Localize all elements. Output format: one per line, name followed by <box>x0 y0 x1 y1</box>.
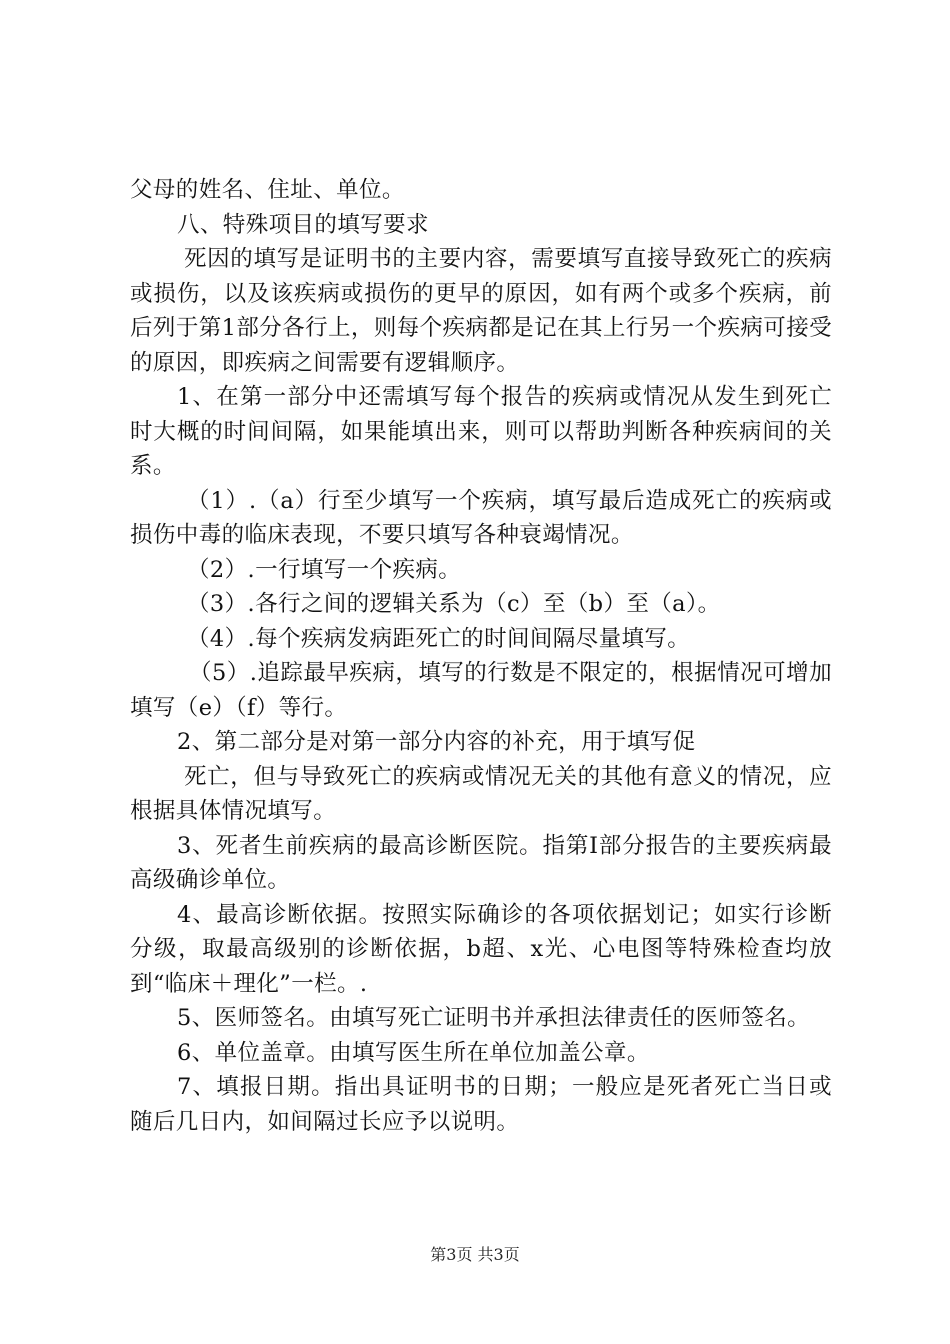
paragraph-item-4: 4、最高诊断依据。按照实际确诊的各项依据划记；如实行诊断分级，取最高级别的诊断依据，b超、x光、心电图等特殊检查均放到“临床＋理化”一栏。. <box>130 901 832 997</box>
list-item-5: （5）.追踪最早疾病，填写的行数是不限定的，根据情况可增加填写（e）（f）等行。 <box>130 660 832 721</box>
paragraph-item-6: 6、单位盖章。由填写医生所在单位加盖公章。 <box>177 1039 650 1066</box>
paragraph-item-2-continued: 死亡，但与导致死亡的疾病或情况无关的其他有意义的情况，应根据具体情况填写。 <box>130 763 832 824</box>
section-heading: 八、特殊项目的填写要求 <box>177 211 429 238</box>
document-body <box>130 173 832 1139</box>
page-footer <box>0 1245 950 1265</box>
paragraph-continuation: 父母的姓名、住址、单位。 <box>130 177 405 203</box>
list-item-2: （2）.一行填写一个疾病。 <box>187 556 462 583</box>
list-item-1: （1）.（a）行至少填写一个疾病，填写最后造成死亡的疾病或损伤中毒的临床表现，不要只填写各种衰竭情况。 <box>130 487 832 548</box>
page-number: 第3页 共3页 <box>430 1245 520 1264</box>
paragraph-item-7: 7、填报日期。指出具证明书的日期；一般应是死者死亡当日或随后几日内，如间隔过长应予以说明。 <box>130 1074 832 1135</box>
paragraph-item-3: 3、死者生前疾病的最高诊断医院。指第Ⅰ部分报告的主要疾病最高级确诊单位。 <box>130 832 832 893</box>
paragraph-item-5: 5、医师签名。由填写死亡证明书并承担法律责任的医师签名。 <box>177 1005 811 1031</box>
list-item-4: （4）.每个疾病发病距死亡的时间间隔尽量填写。 <box>187 625 691 652</box>
list-item-3: （3）.各行之间的逻辑关系为（c）至（b）至（a）。 <box>187 591 721 617</box>
paragraph-item-1: 1、在第一部分中还需填写每个报告的疾病或情况从发生到死亡时大概的时间间隔，如果能填出来，则可以帮助判断各种疾病间的关系。 <box>130 384 832 479</box>
paragraph-item-2: 2、第二部分是对第一部分内容的补充，用于填写促 <box>177 729 696 755</box>
paragraph-cause-of-death: 死因的填写是证明书的主要内容，需要填写直接导致死亡的疾病或损伤，以及该疾病或损伤的更早的原因，如有两个或多个疾病，前后列于第1部分各行上，则每个疾病都是记在其上行另一个疾病可接受的原因，即疾病之间需要有逻辑顺序。 <box>130 246 832 376</box>
